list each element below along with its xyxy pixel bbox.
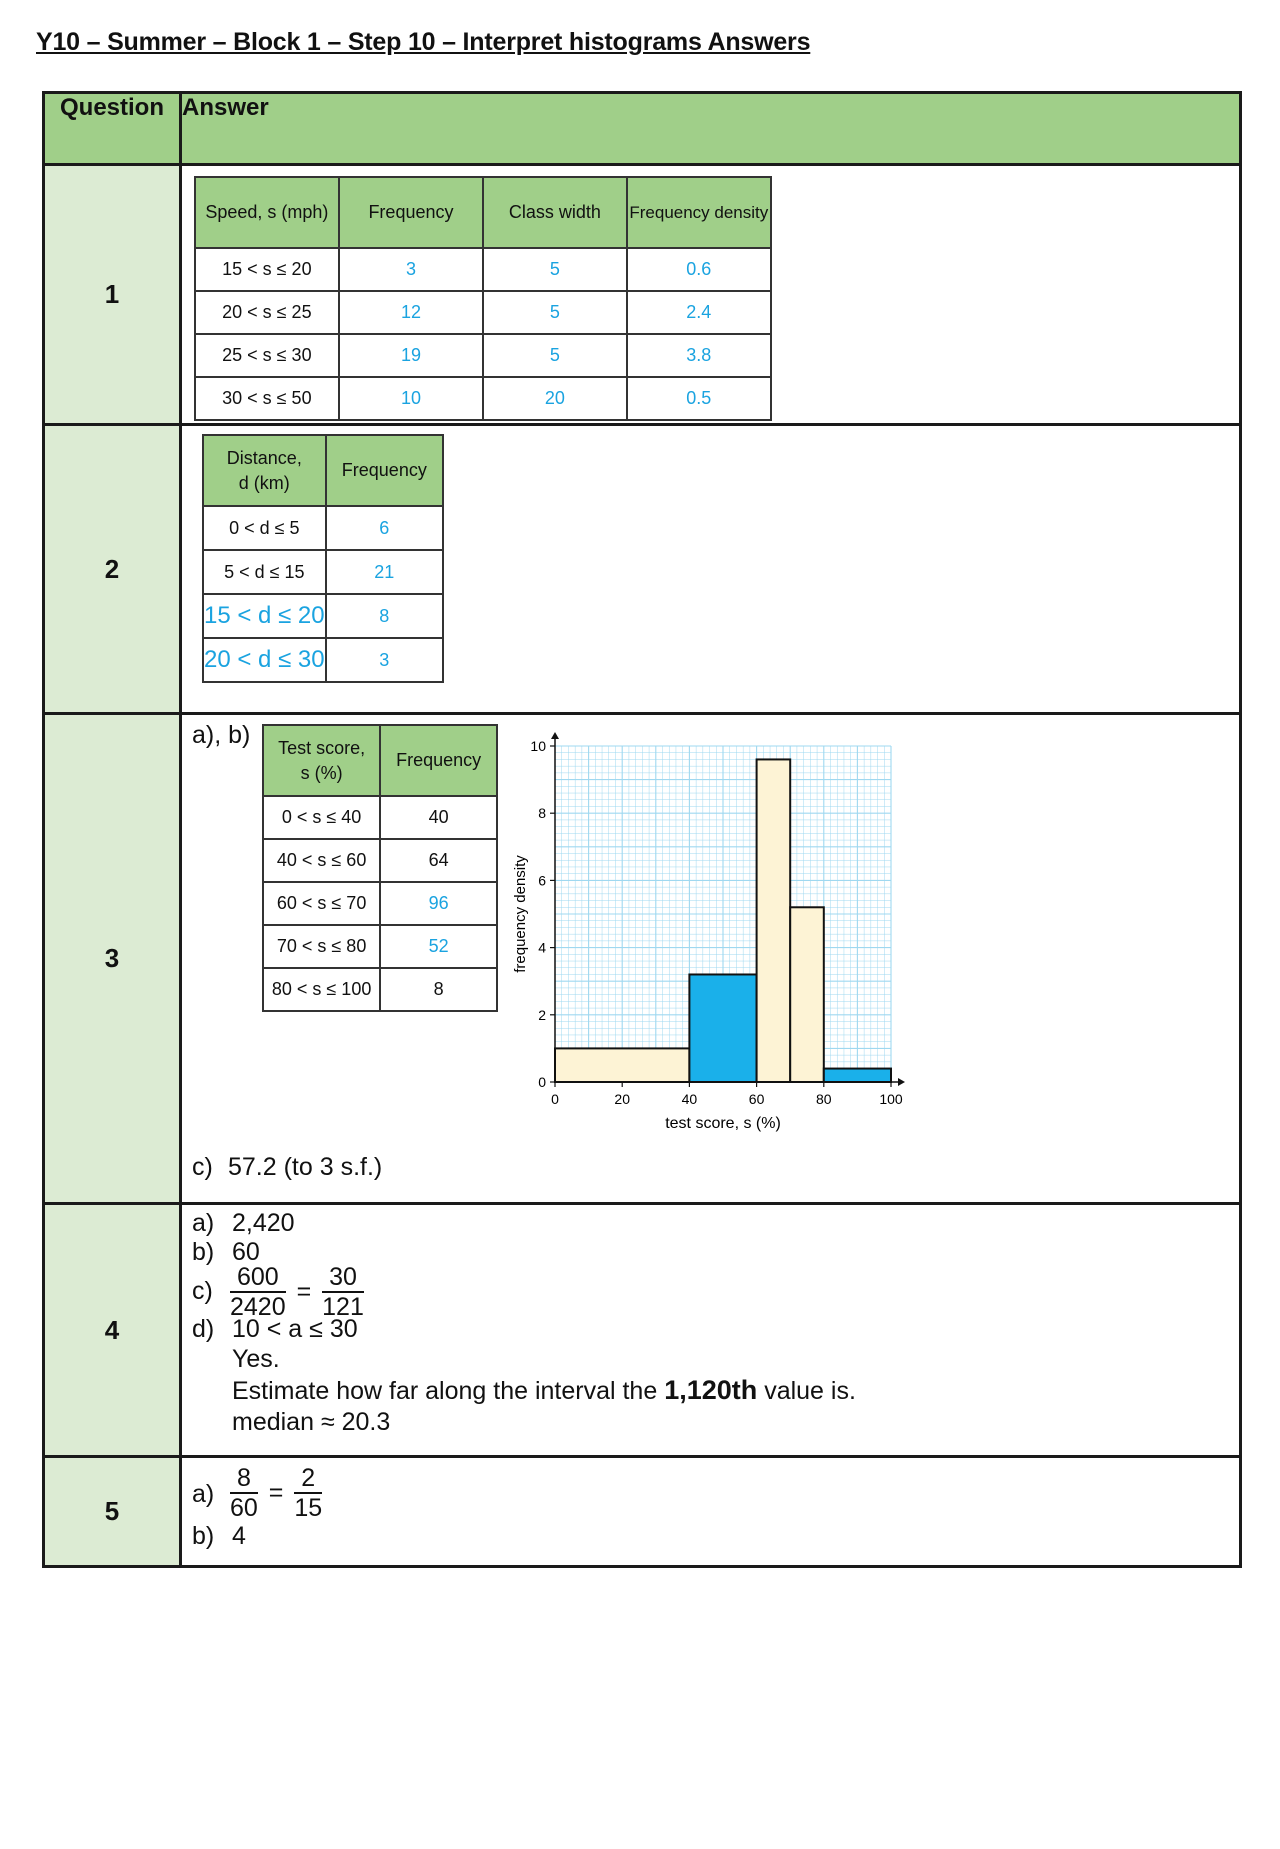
x-tick-label: 100 [879, 1091, 903, 1107]
answer-cell-5 [181, 1457, 1241, 1567]
y-tick-label: 4 [538, 939, 546, 956]
x-tick-label: 40 [681, 1091, 698, 1107]
table-cell: 0.5 [627, 377, 771, 420]
histogram-bar [689, 974, 756, 1082]
table-row [203, 594, 443, 638]
table-header: Frequency [339, 177, 483, 248]
table-header: Frequency [326, 435, 443, 506]
answer-cell-2 [181, 425, 1241, 714]
table-cell: 8 [380, 968, 497, 1011]
answer-a-fraction [226, 1464, 326, 1522]
denominator: 60 [230, 1494, 258, 1522]
estimate-text [232, 1375, 856, 1406]
answers-table [42, 91, 1242, 1568]
question-number: 4 [44, 1204, 181, 1457]
histogram-bar [555, 1048, 689, 1082]
table-cell: 21 [326, 550, 443, 594]
table-cell: 3 [326, 638, 443, 682]
table-row [263, 882, 497, 925]
table-cell: 2.4 [627, 291, 771, 334]
answer-c-label: c) [192, 1277, 213, 1305]
table-row [195, 291, 771, 334]
speed-table [194, 176, 772, 421]
fraction [322, 1263, 364, 1321]
answer-a: 2,420 [232, 1209, 295, 1237]
answer-a-label: a) [192, 1209, 215, 1237]
table-cell: 19 [339, 334, 483, 377]
y-axis-label: frequency density [512, 855, 529, 973]
estimate-pre: Estimate how far along the interval the [232, 1377, 665, 1405]
answer-c-label: c) [192, 1153, 213, 1181]
distance-table [202, 434, 444, 683]
denominator: 121 [322, 1293, 364, 1321]
answer-cell-4 [181, 1204, 1241, 1457]
page-title: Y10 – Summer – Block 1 – Step 10 – Interpret histograms Answers [36, 28, 811, 56]
equals: = [296, 1277, 312, 1306]
fraction [230, 1263, 286, 1321]
x-axis-label: test score, s (%) [665, 1115, 781, 1132]
numerator: 30 [322, 1263, 364, 1293]
x-axis-arrow [898, 1078, 905, 1086]
equals: = [268, 1478, 284, 1507]
answer-b-label: b) [192, 1238, 215, 1266]
table-cell: 15 < d ≤ 20 [203, 594, 326, 638]
table-row [195, 377, 771, 420]
table-row [203, 638, 443, 682]
table-cell: 5 [483, 248, 626, 291]
x-tick-label: 20 [614, 1091, 630, 1107]
question-header: Question [44, 93, 181, 165]
table-cell: 0 < d ≤ 5 [203, 506, 326, 550]
table-cell: 0.6 [627, 248, 771, 291]
x-tick-label: 80 [816, 1091, 832, 1107]
table-cell: 20 < d ≤ 30 [203, 638, 326, 682]
numerator: 8 [230, 1464, 258, 1494]
answer-b: 4 [232, 1522, 246, 1550]
table-header: Class width [483, 177, 626, 248]
table-cell: 25 < s ≤ 30 [195, 334, 339, 377]
answer-cell-3 [181, 714, 1241, 1204]
table-row [195, 334, 771, 377]
table-cell: 70 < s ≤ 80 [263, 925, 380, 968]
histogram-chart [507, 725, 927, 1135]
table-cell: 80 < s ≤ 100 [263, 968, 380, 1011]
question-number: 3 [44, 714, 181, 1204]
answer-d [232, 1315, 358, 1344]
table-cell: 5 < d ≤ 15 [203, 550, 326, 594]
inequality: 10 < a ≤ 30 [232, 1315, 358, 1343]
table-cell: 20 < s ≤ 25 [195, 291, 339, 334]
table-row [203, 506, 443, 550]
table-cell: 3 [339, 248, 483, 291]
table-cell: 64 [380, 839, 497, 882]
table-row [263, 968, 497, 1011]
table-cell: 0 < s ≤ 40 [263, 796, 380, 839]
answer-b: 60 [232, 1238, 260, 1266]
table-row [263, 839, 497, 882]
table-cell: 20 [483, 377, 626, 420]
y-tick-label: 6 [538, 872, 546, 889]
y-tick-label: 2 [538, 1006, 546, 1023]
x-tick-label: 0 [551, 1091, 559, 1107]
answer-cell-1 [181, 165, 1241, 425]
estimate-post: value is. [757, 1377, 856, 1405]
table-cell: 15 < s ≤ 20 [195, 248, 339, 291]
y-tick-label: 8 [538, 805, 546, 822]
answer-d-label: d) [192, 1315, 215, 1343]
table-cell: 12 [339, 291, 483, 334]
table-header: Frequency density [627, 177, 771, 248]
table-cell: 52 [380, 925, 497, 968]
histogram-bar [824, 1069, 891, 1082]
question-number: 5 [44, 1457, 181, 1567]
estimate-bold: 1,120th [664, 1375, 758, 1405]
table-header: Distance, d (km) [203, 435, 326, 506]
y-tick-label: 0 [538, 1074, 546, 1090]
table-cell: 40 [380, 796, 497, 839]
table-header: Speed, s (mph) [195, 177, 339, 248]
label-ab: a), b) [192, 721, 251, 749]
table-cell: 10 [339, 377, 483, 420]
test-score-table [262, 724, 498, 1012]
table-header: Test score, s (%) [263, 725, 380, 796]
table-cell: 5 [483, 334, 626, 377]
table-cell: 8 [326, 594, 443, 638]
fraction [230, 1464, 258, 1522]
answer-yes: Yes. [232, 1345, 280, 1373]
answer-header: Answer [181, 93, 1241, 165]
histogram-bar [790, 907, 824, 1082]
table-row [263, 925, 497, 968]
table-cell: 40 < s ≤ 60 [263, 839, 380, 882]
question-number: 1 [44, 165, 181, 425]
x-tick-label: 60 [748, 1091, 765, 1107]
table-cell: 3.8 [627, 334, 771, 377]
denominator: 2420 [230, 1293, 286, 1321]
answer-b-label: b) [192, 1522, 215, 1550]
fraction [294, 1464, 322, 1522]
table-cell: 5 [483, 291, 626, 334]
y-axis-arrow [551, 732, 559, 739]
denominator: 15 [294, 1494, 323, 1522]
table-cell: 6 [326, 506, 443, 550]
table-row [195, 248, 771, 291]
answer-c: 57.2 (to 3 s.f.) [228, 1153, 383, 1181]
question-number: 2 [44, 425, 181, 714]
answer-a-label: a) [192, 1480, 215, 1508]
table-cell: 96 [380, 882, 497, 925]
numerator: 2 [294, 1464, 322, 1494]
table-row [203, 550, 443, 594]
answer-c-fraction [226, 1263, 368, 1321]
table-cell: 60 < s ≤ 70 [263, 882, 380, 925]
table-header: Frequency [380, 725, 497, 796]
median: median ≈ 20.3 [232, 1408, 391, 1436]
table-row [263, 796, 497, 839]
table-cell: 30 < s ≤ 50 [195, 377, 339, 420]
histogram-bar [757, 759, 791, 1082]
numerator: 600 [230, 1263, 286, 1293]
y-tick-label: 10 [530, 738, 546, 754]
